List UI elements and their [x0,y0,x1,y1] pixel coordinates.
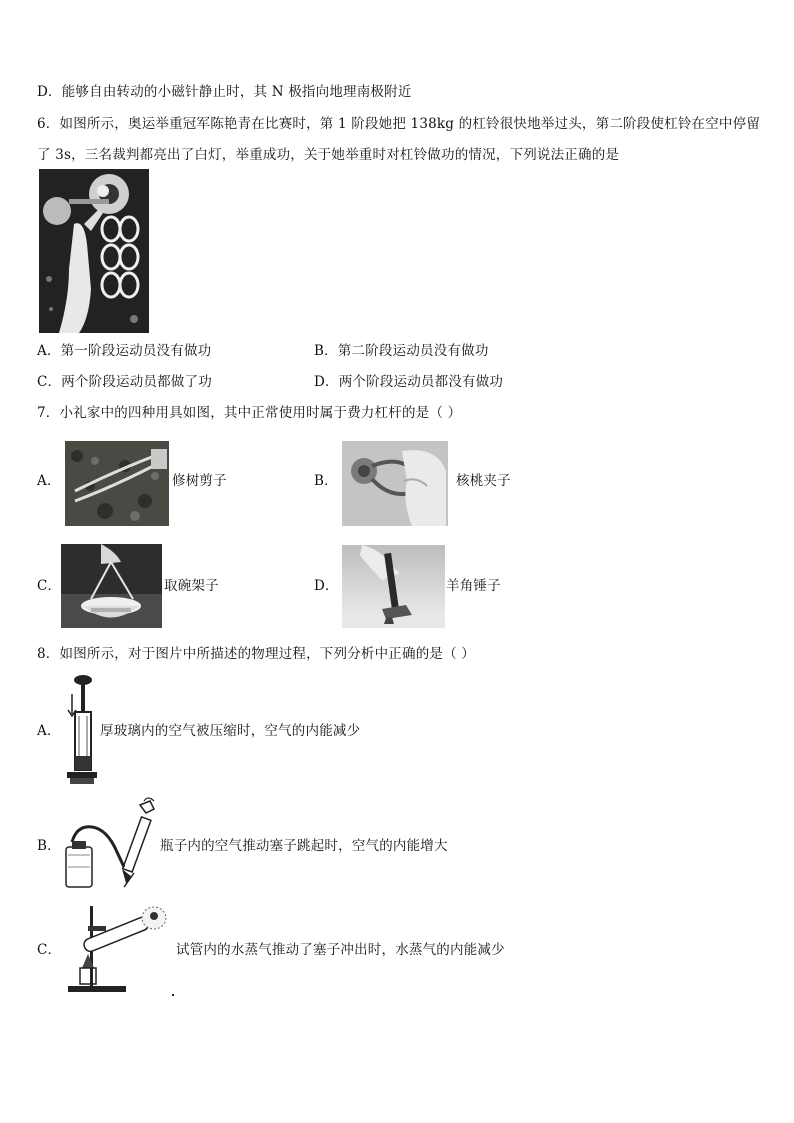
weightlifter-photo [39,169,149,333]
pruning-shears-photo [65,441,169,526]
q8-option-c-text: 试管内的水蒸气推动了塞子冲出时，水蒸气的内能减少 [176,942,505,958]
bowl-holder-photo [61,544,162,628]
q8-option-a-letter: A． [37,723,61,739]
q7-option-d-label: 羊角锤子 [446,578,501,594]
q8-option-b-text: 瓶子内的空气推动塞子跳起时，空气的内能增大 [160,838,448,854]
q6-option-c: C．两个阶段运动员都做了功 [37,374,212,390]
q7-option-b-label: 核桃夹子 [456,473,511,489]
q7-stem: 7．小礼家中的四种用具如图，其中正常使用时属于费力杠杆的是（ ） [37,405,462,421]
air-compression-cylinder-diagram [62,672,98,786]
q7-option-a-label: 修树剪子 [172,473,227,489]
claw-hammer-photo [342,545,445,628]
q6-option-b: B．第二阶段运动员没有做功 [314,343,489,359]
q6-stem-line2: 了 3s，三名裁判都亮出了白灯，举重成功，关于她举重时对杠铃做功的情况，下列说法正确的是 [37,147,620,163]
q7-option-d-letter: D． [314,578,339,594]
q6-option-d: D．两个阶段运动员都没有做功 [314,374,504,390]
q8-option-b-letter: B． [37,838,61,854]
q8-option-a-text: 厚玻璃内的空气被压缩时，空气的内能减少 [100,723,361,739]
steam-test-tube-diagram [62,898,174,1000]
q6-stem-line1: 6．如图所示，奥运举重冠军陈艳青在比赛时，第 1 阶段她把 138kg 的杠铃很快地举过头，第二阶段使杠铃在空中停留 [37,116,761,132]
walnut-cracker-photo [342,441,448,526]
q7-option-a-letter: A． [37,473,61,489]
q8-stem: 8．如图所示，对于图片中所描述的物理过程，下列分析中正确的是（ ） [37,646,475,662]
q6-option-a: A．第一阶段运动员没有做功 [37,343,212,359]
q7-option-c-letter: C． [37,578,62,594]
q7-option-c-label: 取碗架子 [164,578,219,594]
q7-option-b-letter: B． [314,473,338,489]
q5-option-d: D．能够自由转动的小磁针静止时，其 N 极指向地理南极附近 [37,84,412,100]
q8-option-c-letter: C． [37,942,62,958]
bottle-pump-diagram [62,797,160,892]
